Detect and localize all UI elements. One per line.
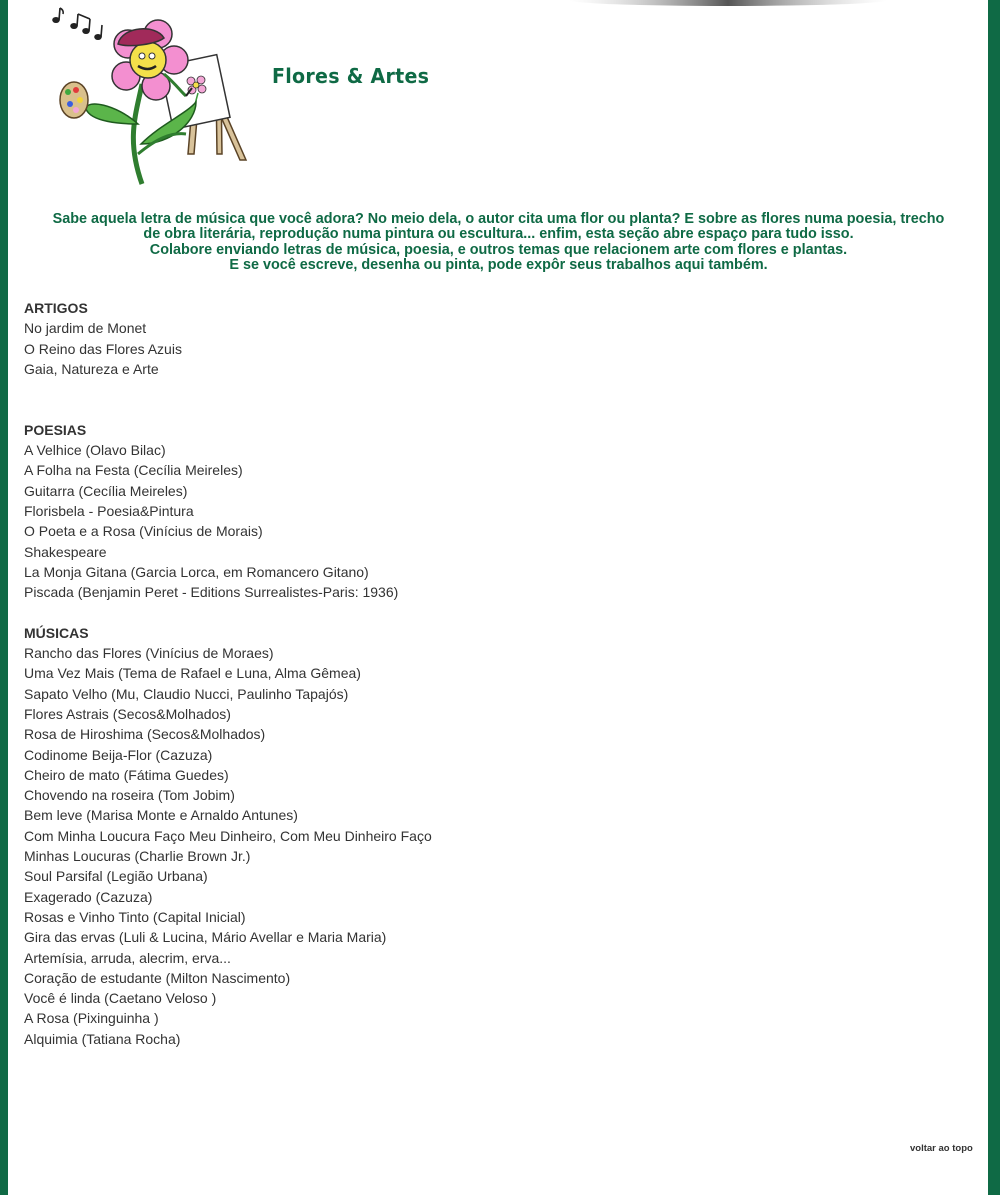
section-heading-poesias: POESIAS xyxy=(24,421,87,438)
list-item-link[interactable]: O Poeta e a Rosa (Vinícius de Morais) xyxy=(24,523,263,540)
list-item-link[interactable]: Sapato Velho (Mu, Claudio Nucci, Paulinho Tapajós) xyxy=(24,685,349,702)
list-item-link[interactable]: Shakespeare xyxy=(24,543,107,560)
top-shadow-decoration xyxy=(568,0,888,8)
music-notes-icon xyxy=(53,8,102,39)
intro-text xyxy=(26,212,971,273)
page-title: Flores & Artes xyxy=(272,64,430,88)
section-spacer xyxy=(24,379,724,420)
list-item-link[interactable]: Artemísia, arruda, alecrim, erva... xyxy=(24,949,231,966)
list-item-link[interactable]: Exagerado (Cazuza) xyxy=(24,888,153,905)
list-item-link[interactable]: Cheiro de mato (Fátima Guedes) xyxy=(24,766,229,783)
intro-line: de obra literária, reprodução numa pintura ou escultura... enfim, esta seção abre espaço para tudo isso. xyxy=(143,226,854,243)
list-item-link[interactable]: Com Minha Loucura Faço Meu Dinheiro, Com Meu Dinheiro Faço xyxy=(24,827,432,844)
list-item-link[interactable]: A Folha na Festa (Cecília Meireles) xyxy=(24,462,243,479)
list-item-link[interactable]: Rosas e Vinho Tinto (Capital Inicial) xyxy=(24,908,246,925)
intro-line: Colabore enviando letras de música, poesia, e outros temas que relacionem arte com flores e plantas. xyxy=(149,241,848,258)
list-item-link[interactable]: Coração de estudante (Milton Nascimento) xyxy=(24,969,291,986)
list-item-link[interactable]: Rancho das Flores (Vinícius de Moraes) xyxy=(24,645,274,662)
content-list xyxy=(24,298,724,1049)
section-heading-musicas: MÚSICAS xyxy=(24,624,89,641)
list-item-link[interactable]: Codinome Beija-Flor (Cazuza) xyxy=(24,746,213,763)
list-item-link[interactable]: Guitarra (Cecília Meireles) xyxy=(24,482,188,499)
list-item-link[interactable]: Rosa de Hiroshima (Secos&Molhados) xyxy=(24,726,266,743)
list-item-link[interactable]: Uma Vez Mais (Tema de Rafael e Luna, Alma Gêmea) xyxy=(24,665,361,682)
list-item-link[interactable]: Chovendo na roseira (Tom Jobim) xyxy=(24,787,235,804)
list-item-link[interactable]: Bem leve (Marisa Monte e Arnaldo Antunes) xyxy=(24,807,298,824)
list-item-link[interactable]: Você é linda (Caetano Veloso ) xyxy=(24,990,217,1007)
page-container xyxy=(8,0,988,1195)
section-heading-artigos: ARTIGOS xyxy=(24,300,88,316)
list-item-link[interactable]: Piscada (Benjamin Peret - Editions Surrealistes-Paris: 1936) xyxy=(24,584,399,601)
list-item-link[interactable]: Gira das ervas (Luli & Lucina, Mário Avellar e Maria Maria) xyxy=(24,929,387,946)
intro-line: Sabe aquela letra de música que você adora? No meio dela, o autor cita uma flor ou planta? E sobre as flores numa poesia, trecho xyxy=(52,211,945,227)
list-item-link[interactable]: La Monja Gitana (Garcia Lorca, em Romancero Gitano) xyxy=(24,563,369,580)
section-spacer xyxy=(24,602,724,622)
list-item-link[interactable]: Flores Astrais (Secos&Molhados) xyxy=(24,705,231,722)
list-item-link[interactable]: O Reino das Flores Azuis xyxy=(24,340,182,357)
list-item-link[interactable]: No jardim de Monet xyxy=(24,320,147,337)
list-item-link[interactable]: Florisbela - Poesia&Pintura xyxy=(24,502,194,519)
list-item-link[interactable]: A Rosa (Pixinguinha ) xyxy=(24,1010,159,1027)
list-item-link[interactable]: Soul Parsifal (Legião Urbana) xyxy=(24,868,208,885)
intro-line: E se você escreve, desenha ou pinta, pode expôr seus trabalhos aqui também. xyxy=(229,256,768,273)
list-item-link[interactable]: Gaia, Natureza e Arte xyxy=(24,360,159,377)
list-item-link[interactable]: A Velhice (Olavo Bilac) xyxy=(24,442,166,459)
list-item-link[interactable]: Alquimia (Tatiana Rocha) xyxy=(24,1030,181,1047)
back-to-top-link[interactable]: voltar ao topo xyxy=(910,1143,973,1154)
painter-flower-illustration xyxy=(46,4,251,190)
list-item-link[interactable]: Minhas Loucuras (Charlie Brown Jr.) xyxy=(24,848,251,865)
